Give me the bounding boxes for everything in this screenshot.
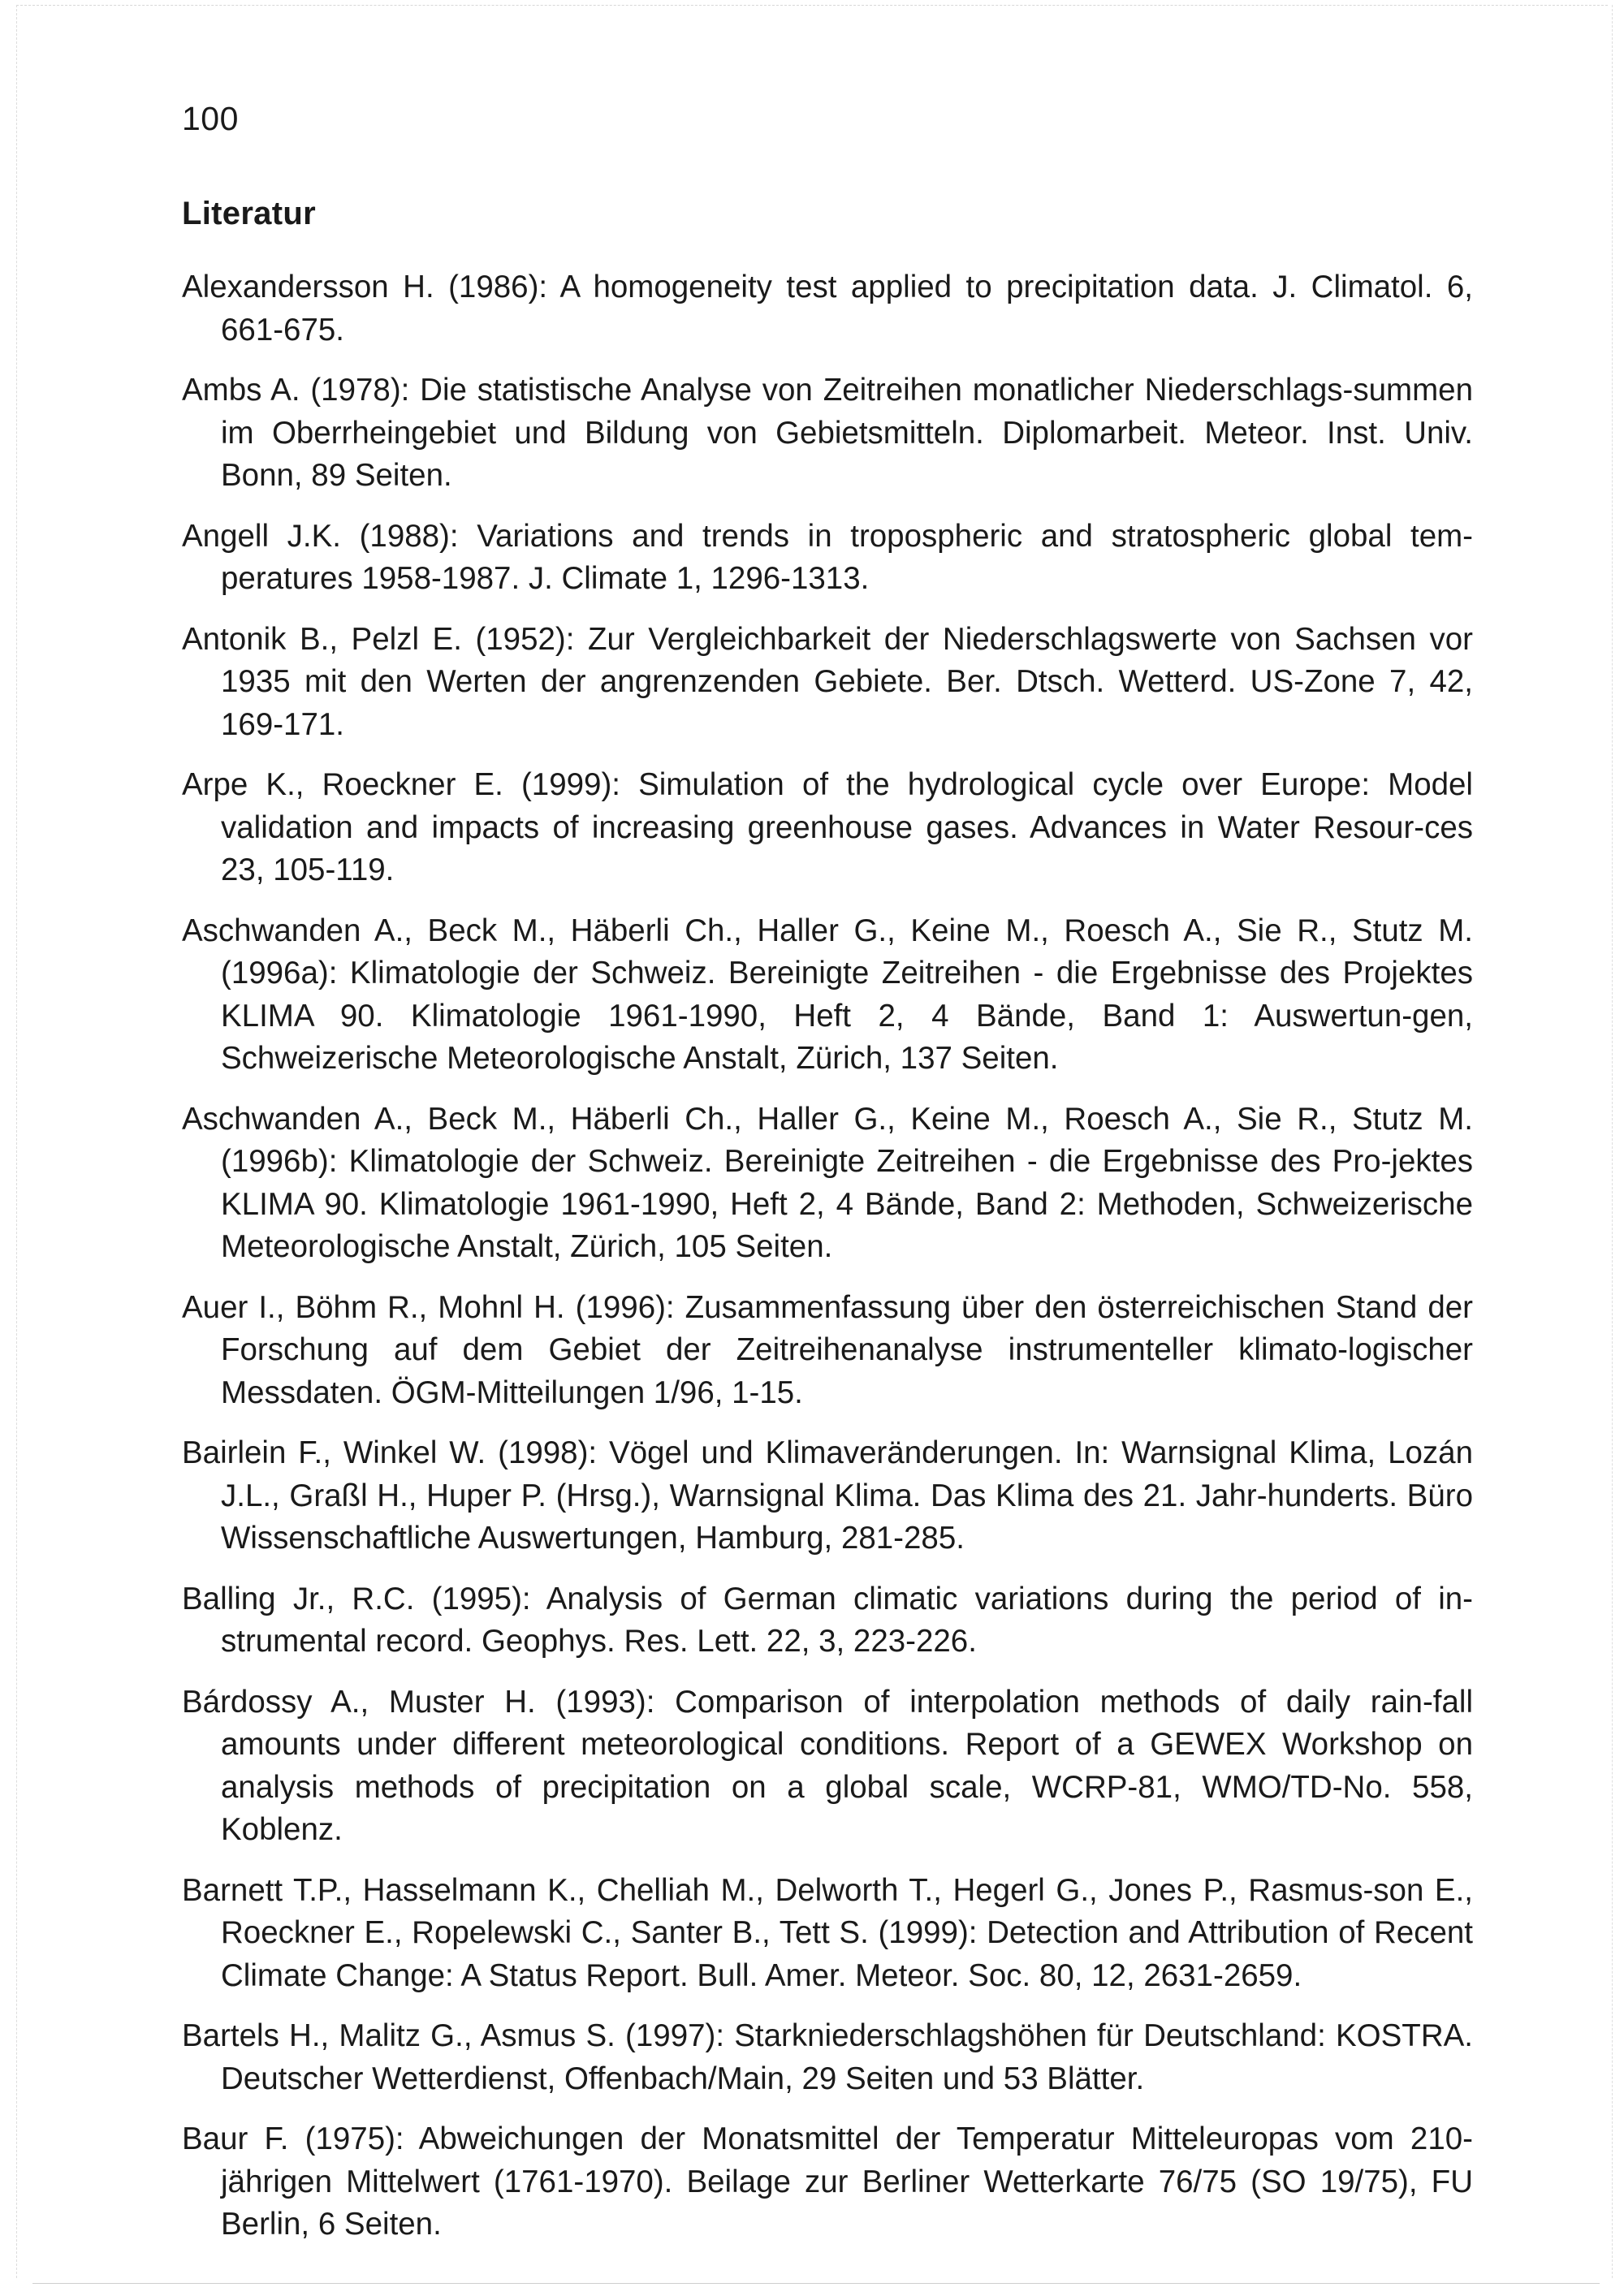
reference-entry: Antonik B., Pelzl E. (1952): Zur Vergleichbarkeit der Niederschlagswerte von Sachsen vor 1935 mit den Werten der angrenzenden Gebiete. Ber. Dtsch. Wetterd. US-Zone 7, 42, 169-171.	[182, 621, 1473, 742]
reference-entry: Barnett T.P., Hasselmann K., Chelliah M., Delworth T., Hegerl G., Jones P., Rasmus-son E., Roeckner E., Ropelewski C., Santer B., Tett S. (1999): Detection and Attribution of Recent Climate Change: A Status Report. Bull. Amer. Meteor. Soc. 80, 12, 2631-2659.	[182, 1872, 1473, 1993]
scan-edge-right	[1612, 5, 1613, 2278]
reference-entry: Auer I., Böhm R., Mohnl H. (1996): Zusammenfassung über den österreichischen Stand der Forschung auf dem Gebiet der Zeitreihenanalyse instrumenteller klimato-logischer Messdaten. ÖGM-Mitteilungen 1/96, 1-15.	[182, 1289, 1473, 1410]
reference-entry: Arpe K., Roeckner E. (1999): Simulation of the hydrological cycle over Europe: Model validation and impacts of increasing greenhouse gases. Advances in Water Resour-ces 23, 105-119.	[182, 767, 1473, 887]
reference-entry: Bárdossy A., Muster H. (1993): Comparison of interpolation methods of daily rain-fall amounts under different meteorological conditions. Report of a GEWEX Workshop on analysis methods of precipitation on a global scale, WCRP-81, WMO/TD-No. 558, Koblenz.	[182, 1684, 1473, 1847]
reference-entry: Baur F. (1975): Abweichungen der Monatsmittel der Temperatur Mitteleuropas vom 210-jährigen Mittelwert (1761-1970). Beilage zur Berliner Wetterkarte 76/75 (SO 19/75), FU Berlin, 6 Seiten.	[182, 2121, 1473, 2242]
reference-entry: Ambs A. (1978): Die statistische Analyse von Zeitreihen monatlicher Niederschlags-summen im Oberrheingebiet und Bildung von Gebietsmitteln. Diplomarbeit. Meteor. Inst. Univ. Bonn, 89 Seiten.	[182, 373, 1473, 493]
scan-edge-bottom	[32, 2283, 1600, 2284]
reference-entry: Balling Jr., R.C. (1995): Analysis of German climatic variations during the period of in-strumental record. Geophys. Res. Lett. 22, 3, 223-226.	[182, 1581, 1473, 1659]
reference-entry: Angell J.K. (1988): Variations and trends in tropospheric and stratospheric global tem-peratures 1958-1987. J. Climate 1, 1296-1313.	[182, 518, 1473, 596]
scan-edge-top	[16, 5, 1608, 6]
reference-entry: Aschwanden A., Beck M., Häberli Ch., Haller G., Keine M., Roesch A., Sie R., Stutz M. (1996a): Klimatologie der Schweiz. Bereinigte Zeitreihen - die Ergebnisse des Projektes KLIMA 90. Klimatologie 1961-1990, Heft 2, 4 Bände, Band 1: Auswertun-gen, Schweizerische Meteorologische Anstalt, Zürich, 137 Seiten.	[182, 913, 1473, 1076]
reference-entry: Bairlein F., Winkel W. (1998): Vögel und Klimaveränderungen. In: Warnsignal Klima, Lozán J.L., Graßl H., Huper P. (Hrsg.), Warnsignal Klima. Das Klima des 21. Jahr-hunderts. Büro Wissenschaftliche Auswertungen, Hamburg, 281-285.	[182, 1435, 1473, 1556]
scan-edge-left	[16, 5, 17, 2278]
reference-entry: Aschwanden A., Beck M., Häberli Ch., Haller G., Keine M., Roesch A., Sie R., Stutz M. (1996b): Klimatologie der Schweiz. Bereinigte Zeitreihen - die Ergebnisse des Pro-jektes KLIMA 90. Klimatologie 1961-1990, Heft 2, 4 Bände, Band 2: Methoden, Schweizerische Meteorologische Anstalt, Zürich, 105 Seiten.	[182, 1101, 1473, 1264]
section-title: Literatur	[182, 196, 316, 231]
page-number: 100	[182, 100, 239, 137]
reference-entry: Alexandersson H. (1986): A homogeneity test applied to precipitation data. J. Climatol. 6, 661-675.	[182, 270, 1473, 347]
reference-list	[182, 266, 1473, 2246]
reference-entry: Bartels H., Malitz G., Asmus S. (1997): Starkniederschlagshöhen für Deutschland: KOSTRA. Deutscher Wetterdienst, Offenbach/Main, 29 Seiten und 53 Blätter.	[182, 2018, 1473, 2096]
